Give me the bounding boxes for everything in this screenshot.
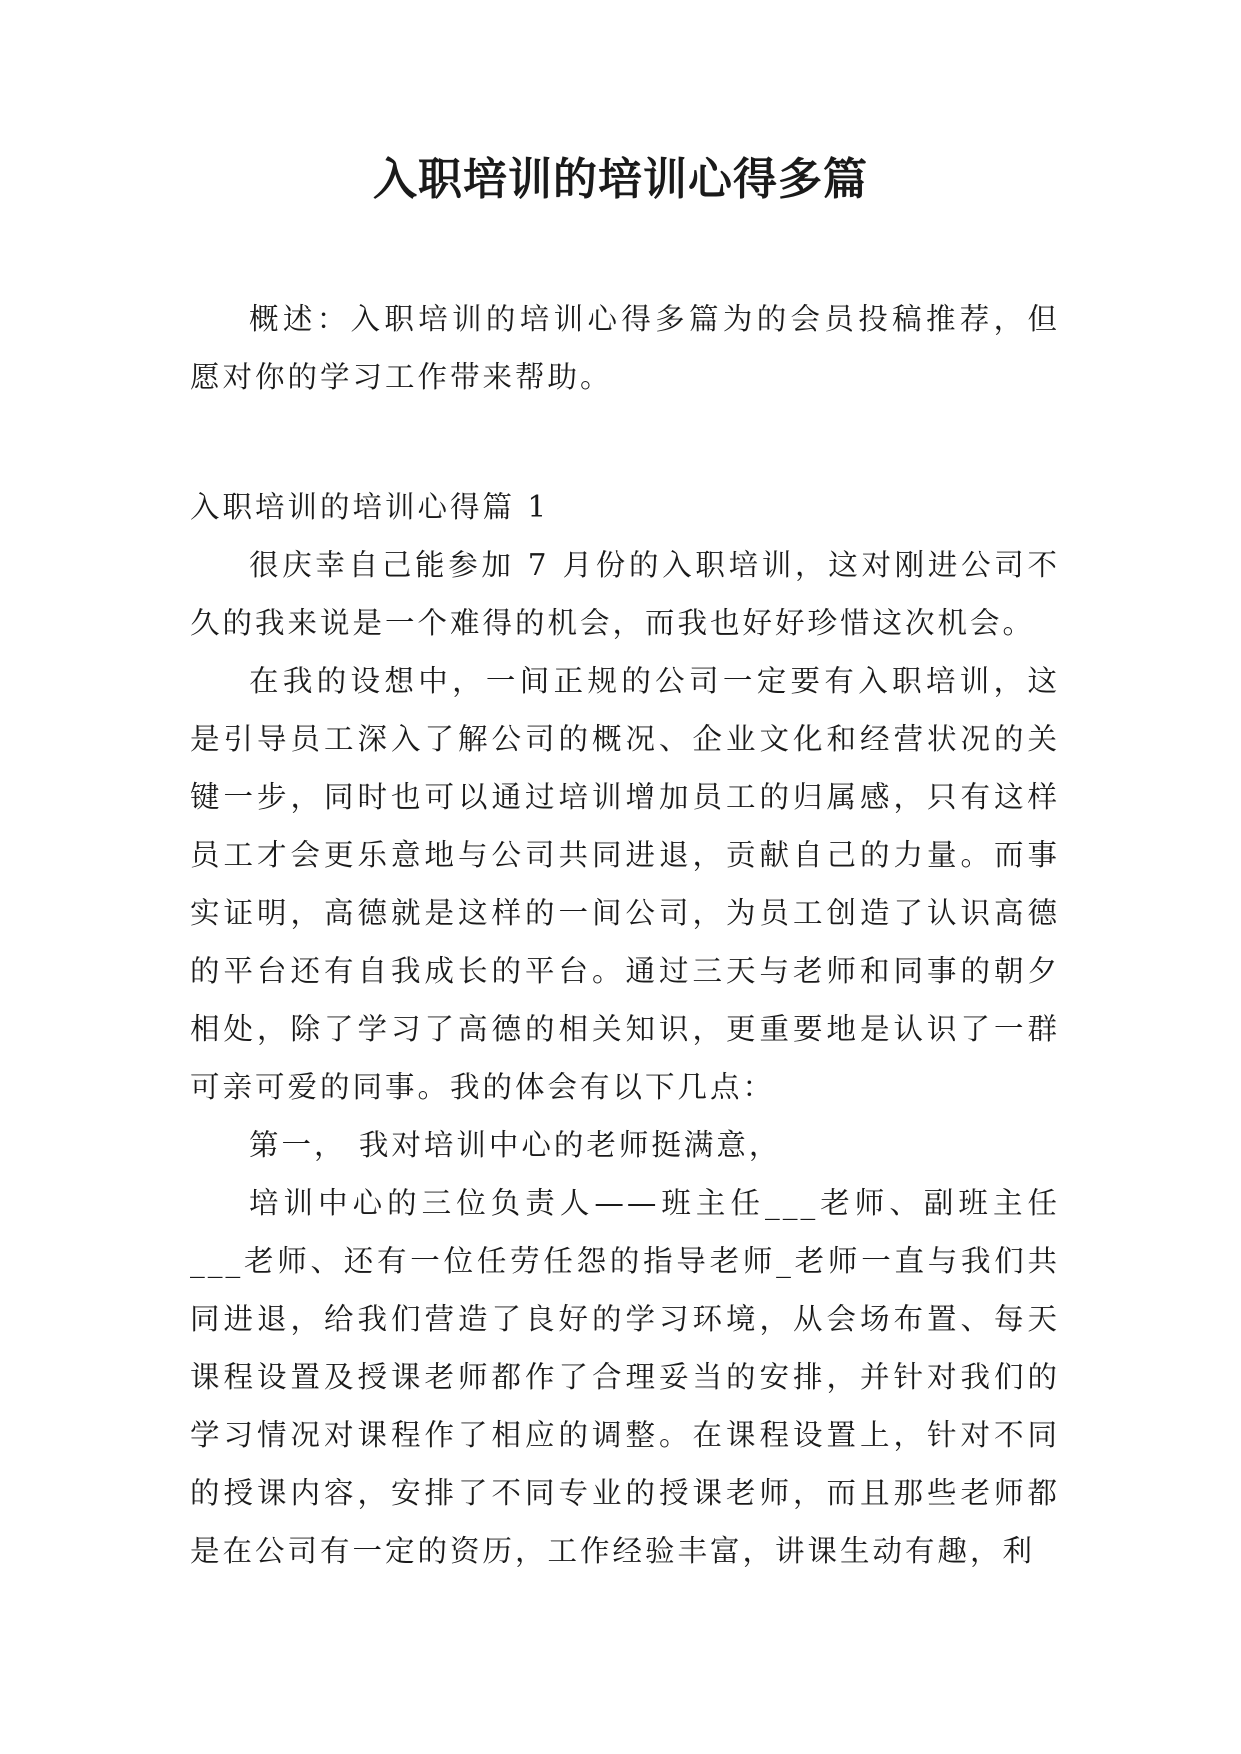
summary-paragraph: 概述：入职培训的培训心得多篇为的会员投稿推荐，但愿对你的学习工作带来帮助。 <box>190 302 1060 394</box>
body-paragraph: 培训中心的三位负责人——班主任___老师、副班主任___老师、还有一位任劳任怨的指导老师_老师一直与我们共同进退，给我们营造了良好的学习环境，从会场布置、每天课程设置及授课老师都作了合理妥当的安排，并针对我们的学习情况对课程作了相应的调整。在课程设置上，针对不同的授课内容，安排了不同专业的授课老师，而且那些老师都是在公司有一定的资历，工作经验丰富，讲课生动有趣，利 <box>190 1186 1060 1568</box>
body-paragraph: 第一， 我对培训中心的老师挺满意， <box>249 1128 782 1162</box>
document-title: 入职培训的培训心得多篇 <box>373 154 868 205</box>
document-body <box>190 290 1060 1580</box>
section-heading: 入职培训的培训心得篇 1 <box>190 490 550 524</box>
body-paragraph: 在我的设想中，一间正规的公司一定要有入职培训，这是引导员工深入了解公司的概况、企业文化和经营状况的关键一步，同时也可以通过培训增加员工的归属感，只有这样员工才会更乐意地与公司共同进退，贡献自己的力量。而事实证明，高德就是这样的一间公司，为员工创造了认识高德的平台还有自我成长的平台。通过三天与老师和同事的朝夕相处，除了学习了高德的相关知识，更重要地是认识了一群可亲可爱的同事。我的体会有以下几点： <box>190 664 1060 1104</box>
body-paragraph: 很庆幸自己能参加 7 月份的入职培训，这对刚进公司不久的我来说是一个难得的机会，而我也好好珍惜这次机会。 <box>190 548 1060 640</box>
